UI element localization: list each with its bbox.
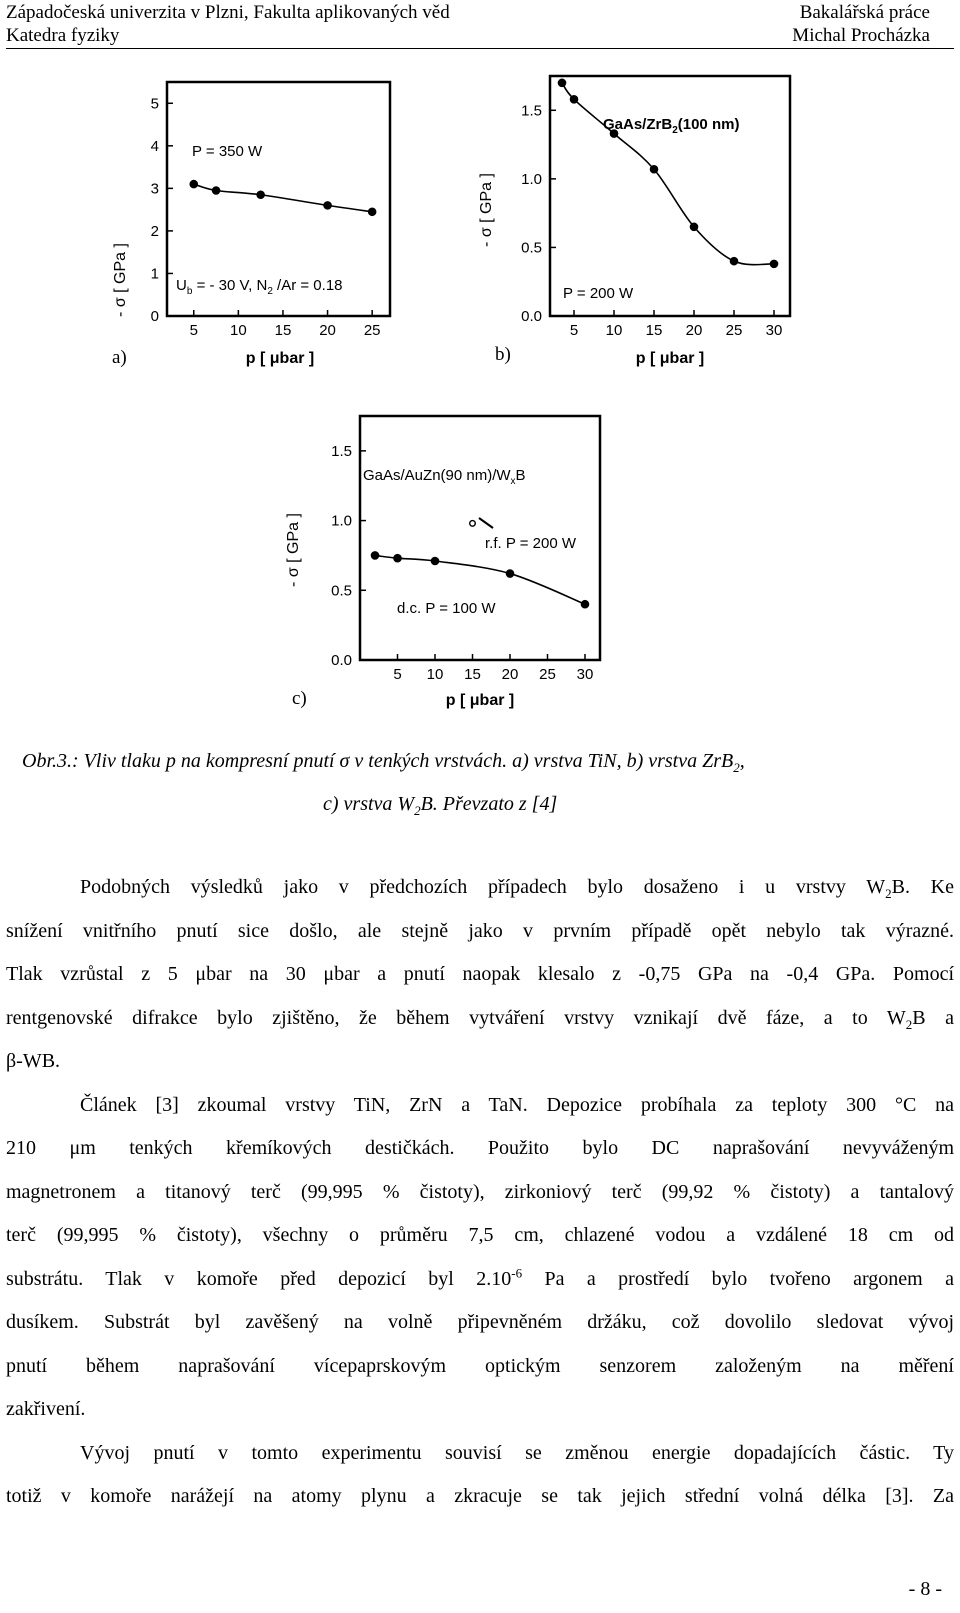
body-line: Vývoj pnutí v tomto experimentu souvisí se změnou energie dopadajících částic. Ty: [80, 1441, 954, 1464]
data-point: [431, 557, 439, 565]
chart-a-xlabel: p [ μbar ]: [245, 350, 315, 367]
data-point: [730, 257, 738, 265]
body-line: pnutí během naprašování vícepaprskovým optickým senzorem založeným na měření: [6, 1354, 954, 1377]
data-point: [190, 180, 198, 188]
data-point: [394, 554, 402, 562]
body-line: magnetronem a titanový terč (99,995 % čistoty), zirkoniový terč (99,92 % čistoty) a tantalový: [6, 1180, 954, 1203]
x-tick-label: 30: [765, 322, 783, 339]
y-tick-label: 2: [150, 222, 159, 240]
series-line: [562, 83, 774, 265]
x-tick-label: 15: [645, 322, 663, 339]
page-number: - 8 -: [908, 1578, 942, 1600]
y-tick-label: 0.5: [331, 582, 352, 600]
chart-b-annotation-power: P = 200 W: [563, 285, 634, 302]
data-point: [770, 260, 778, 268]
plot-frame: [550, 76, 790, 316]
x-tick-label: 10: [426, 666, 444, 683]
body-line: Podobných výsledků jako v předchozích případech bylo dosaženo i u vrstvy $W_2B$. Ke: [80, 876, 954, 901]
chart-a-panel-label: a): [112, 347, 127, 368]
chart-c-annotation-rf: r.f. P = 200 W: [485, 535, 577, 552]
y-tick-label: 0: [150, 308, 159, 325]
data-point: [506, 570, 514, 578]
chart-a-annotation-power: P = 350 W: [192, 143, 263, 160]
data-point: [570, 96, 578, 104]
chart-a-ylabel: - σ [ GPa ]: [112, 243, 129, 317]
body-line: dusíkem. Substrát byl zavěšený na volně připevněném držáku, což dovolilo sledovat vývoj: [6, 1311, 954, 1333]
x-tick-label: 25: [539, 666, 556, 683]
y-tick-label: 4: [150, 137, 159, 155]
x-tick-label: 25: [725, 322, 743, 339]
x-tick-label: 10: [605, 322, 623, 339]
y-tick-label: 1.0: [331, 512, 352, 530]
data-point: [368, 208, 376, 216]
body-line: zakřivení.: [6, 1398, 86, 1420]
x-tick-label: 15: [464, 666, 481, 683]
body-line: totiž v komoře narážejí na atomy plynu a zkracuje se tak jejich střední volná délka [3]. Za: [6, 1485, 954, 1507]
y-tick-label: 3: [150, 180, 159, 198]
x-tick-label: 20: [319, 322, 336, 339]
chart-a: [100, 70, 420, 380]
chart-b-ylabel: - σ [ GPa ]: [478, 173, 495, 247]
y-tick-label: 1.5: [521, 102, 542, 120]
header-author: Michal Procházka: [792, 25, 930, 46]
y-tick-label: 0.0: [521, 308, 542, 325]
series-line: [375, 555, 585, 604]
body-line: substrátu. Tlak v komoře před depozicí byl $2.10^{-6}$ Pa a prostředí bylo tvořeno argonem a: [6, 1264, 955, 1290]
body-line: β-WB.: [6, 1050, 61, 1072]
header-rule: [6, 48, 954, 49]
body-line: Tlak vzrůstal z 5 μbar na 30 μbar a pnutí naopak klesalo z -0,75 GPa na -0,4 GPa. Pomocí: [6, 963, 954, 985]
x-tick-label: 5: [569, 322, 579, 339]
header-department: Katedra fyziky: [6, 25, 120, 46]
chart-c-annotation-dc: d.c. P = 100 W: [397, 600, 496, 617]
data-point: [581, 600, 589, 608]
figure-caption-line1: Obr.3.: Vliv tlaku p na kompresní pnutí σ v tenkých vrstvách. a) vrstva TiN, b) vrstva ZrB$_2$,: [22, 750, 745, 775]
x-tick-label: 5: [393, 666, 402, 683]
y-tick-label: 1: [150, 265, 159, 283]
y-tick-label: 1.5: [331, 442, 352, 460]
data-point: [212, 187, 220, 195]
y-tick-label: 5: [150, 95, 159, 113]
x-tick-label: 5: [189, 322, 198, 339]
body-line: rentgenovské difrakce bylo zjištěno, že během vytváření vrstvy vznikají dvě fáze, a to $W_2B$ a: [6, 1006, 954, 1032]
chart-c-annotation-sample: GaAs/AuZn(90 $nm)/W_xB$: [363, 467, 526, 487]
chart-c-ylabel: - σ [ GPa ]: [285, 513, 302, 587]
body-text: [6, 866, 954, 1519]
body-line: Článek [3] zkoumal vrstvy TiN, ZrN a TaN. Depozice probíhala za teploty 300 °C na: [80, 1093, 954, 1116]
x-tick-label: 15: [274, 322, 292, 339]
x-tick-label: 30: [576, 666, 594, 683]
data-point: [257, 191, 265, 199]
chart-b-xlabel: p [ μbar ]: [635, 350, 705, 367]
y-tick-label: 1.0: [521, 170, 542, 188]
series-line: [194, 184, 372, 212]
y-tick-label: 0.5: [521, 239, 542, 257]
x-tick-label: 20: [685, 322, 703, 339]
data-point: [690, 223, 698, 231]
chart-b-annotation-sample: GaAs/ZrB$_2$(100 nm): [603, 116, 740, 136]
body-line: 210 μm tenkých křemíkových destičkách. Použito bylo DC naprašování nevyváženým: [6, 1137, 954, 1159]
chart-c-panel-label: c): [292, 688, 307, 709]
chart-a-annotation-conditions: $U_b$ = - 30 V, $N_2$ /Ar = 0.18: [176, 277, 343, 297]
header-university: Západočeská univerzita v Plzni, Fakulta aplikovaných věd: [6, 2, 450, 23]
chart-c: [280, 410, 620, 720]
x-tick-label: 20: [501, 666, 519, 683]
y-tick-label: 0.0: [331, 652, 352, 669]
data-point: [650, 165, 658, 173]
chart-c-xlabel: p [ μbar ]: [445, 692, 515, 709]
data-point: [470, 521, 476, 527]
x-tick-label: 25: [363, 322, 381, 339]
body-line: terč (99,995 % čistoty), všechny o průměru 7,5 cm, chlazené vodou a vzdálené 18 cm od: [6, 1224, 954, 1246]
body-line: snížení vnitřního pnutí sice došlo, ale stejně jako v prvním případě opět nebylo tak výrazné.: [6, 919, 954, 942]
chart-c-annotation-arrow: [479, 518, 493, 528]
data-point: [324, 202, 332, 210]
data-point: [371, 552, 379, 560]
header-thesis-type: Bakalářská práce: [799, 2, 930, 23]
figure-caption-line2: c) vrstva $W_2B$. Převzato z [4]: [323, 793, 558, 818]
data-point: [558, 79, 566, 87]
chart-b: [475, 70, 805, 380]
x-tick-label: 10: [230, 322, 247, 339]
chart-b-panel-label: b): [495, 344, 511, 365]
